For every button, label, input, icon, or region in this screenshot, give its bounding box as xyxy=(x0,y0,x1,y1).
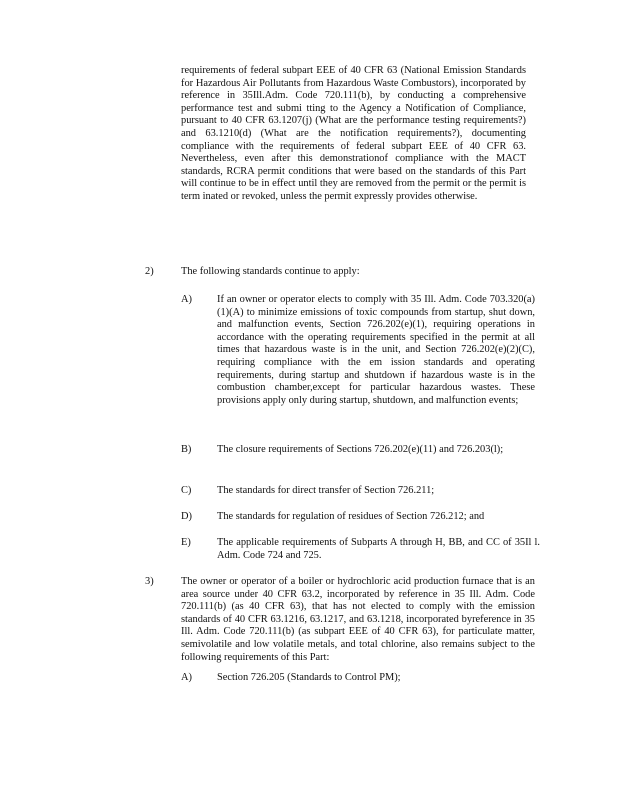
item-2b-text: The closure requirements of Sections 726.202(e)(11) and 726.203(l); xyxy=(217,444,504,455)
item-2-text: The following standards continue to apply: xyxy=(181,266,360,277)
item-2d-text: The standards for regulation of residues of Section 726.212; and xyxy=(217,511,485,522)
item-3a-text: Section 726.205 (Standards to Control PM); xyxy=(217,672,401,683)
item-2-number: 2) xyxy=(145,266,154,277)
item-2d-label: D) xyxy=(181,511,192,522)
item-2a-text: If an owner or operator elects to comply with 35 Ill. Adm. Code 703.320(a)(1)(A) to minimize emissions of toxic compounds from startup, shut down, and malfunction events, Section 726.202(e)(1), requiring operations in accordance with the operating requirements specified in the permit at all times that hazardous waste is in the unit, and Section 726.202(e)(2)(C), requiring compliance with the em ission standards and operating requirements, during startup and shutdown if hazardous waste is in the combustion chamber,except for particular hazardous wastes. These provisions apply only during startup, shutdown, and malfunction events; xyxy=(217,294,535,406)
item-2c-label: C) xyxy=(181,485,192,496)
item-3-text: The owner or operator of a boiler or hydrochloric acid production furnace that is an area source under 40 CFR 63.2, incorporated by reference in 35 Ill. Adm. Code 720.111(b) (as 40 CFR 63), that has not elected to comply with the emission standards of 40 CFR 63.1216, 63.1217, and 63.1218, incorporated byreference in 35 Ill. Adm. Code 720.111(b) (as subpart EEE of 40 CFR 63), for particulate matter, semivolatile and low volatile metals, and total chlorine, also remains subject to the following requirements of this Part: xyxy=(181,576,535,663)
item-3-number: 3) xyxy=(145,576,154,587)
item-2e-label: E) xyxy=(181,537,191,548)
item-2a-label: A) xyxy=(181,294,192,305)
item-2b-label: B) xyxy=(181,444,192,455)
item-3a-label: A) xyxy=(181,672,192,683)
intro-paragraph: requirements of federal subpart EEE of 40 CFR 63 (National Emission Standards for Hazardous Air Pollutants from Hazardous Waste Combustors), incorporated by reference in 35Ill.Adm. Code 720.111(b), by conducting a comprehensive performance test and submi tting to the Agency a Notification of Compliance, pursuant to 40 CFR 63.1207(j) (What are the performance testing requirements?) and 63.1210(d) (What are the notification requirements?), documenting compliance with the requirements of federal subpart EEE of 40 CFR 63. Nevertheless, even after this demonstrationof compliance with the MACT standards, RCRA permit conditions that were based on the standards of this Part will continue to be in effect until they are removed from the permit or the permit is term inated or revoked, unless the permit expressly provides otherwise. xyxy=(181,65,526,202)
item-2c-text: The standards for direct transfer of Section 726.211; xyxy=(217,485,435,496)
item-2e-text: The applicable requirements of Subparts A through H, BB, and CC of 35Il l. Adm. Code 724 and 725. xyxy=(217,537,540,561)
